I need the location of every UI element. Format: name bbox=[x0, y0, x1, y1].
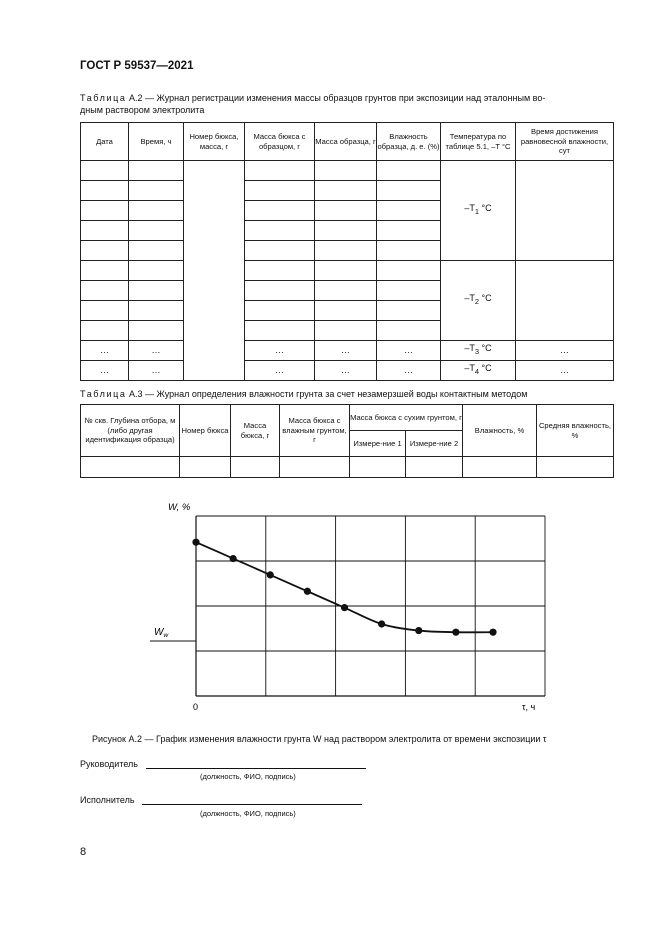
data-point bbox=[267, 571, 274, 578]
figure-caption: Рисунок А.2 — График изменения влажности грунта W над раствором электролита от времени экспозиции τ bbox=[92, 734, 547, 744]
data-point bbox=[192, 539, 199, 546]
head-hint: (должность, ФИО, подпись) bbox=[200, 772, 296, 781]
table-a2-label: Таблица bbox=[80, 93, 127, 103]
data-points bbox=[192, 539, 496, 636]
data-point bbox=[304, 588, 311, 595]
origin-label: 0 bbox=[193, 702, 199, 712]
temp-t4: $-T_4$ °C bbox=[441, 361, 516, 381]
head-signature-line bbox=[146, 768, 366, 769]
col-measurement-1: Измере-ние 1 bbox=[350, 431, 406, 457]
col-sample-moisture: Влажность образца, д. е. (%) bbox=[377, 123, 441, 161]
data-point bbox=[452, 629, 459, 636]
col-equilibrium-time: Время достижения равновесной влажности, сут bbox=[516, 123, 614, 161]
page-number: 8 bbox=[80, 846, 87, 858]
col-measurement-2: Измере-ние 2 bbox=[406, 431, 463, 457]
col-temperature: Температура по таблице 5.1, –T °C bbox=[441, 123, 516, 161]
exec-signature-line bbox=[142, 804, 362, 805]
col-average-moisture: Средняя влажность, % bbox=[537, 405, 614, 457]
table-a3-caption-text: А.3 — Журнал определения влажности грунта за счет незамерзшей воды контактным методом bbox=[126, 389, 528, 399]
temp-t2: $-T_2$ °C bbox=[441, 261, 516, 341]
table-a2-caption-line2: дным раствором электролита bbox=[80, 105, 205, 115]
data-point bbox=[489, 629, 496, 636]
head-label: Руководитель bbox=[80, 759, 138, 769]
col-box-wet-soil: Масса бюкса с влажным грунтом, г bbox=[280, 405, 350, 457]
x-axis-label: τ, ч bbox=[522, 702, 536, 712]
exec-label: Исполнитель bbox=[80, 795, 135, 805]
col-box-with-sample: Масса бюкса с образцом, г bbox=[245, 123, 315, 161]
table-a2-caption-text: А.2 — Журнал регистрации изменения массы образцов грунтов при экспозиции над эталонным во- bbox=[126, 93, 546, 103]
data-point bbox=[378, 620, 385, 627]
col-box-dry-soil: Масса бюкса с сухим грунтом, г bbox=[350, 405, 463, 431]
chart-grid bbox=[196, 516, 545, 696]
data-point bbox=[341, 604, 348, 611]
data-point bbox=[415, 627, 422, 634]
temp-t1: $-T_1$ °C bbox=[441, 161, 516, 261]
col-box-mass: Масса бюкса, г bbox=[231, 405, 280, 457]
col-box-number-mass: Номер бюкса, масса, г bbox=[184, 123, 245, 161]
col-date: Дата bbox=[81, 123, 129, 161]
col-sample-id: № скв. Глубина отбора, м (либо другая идентификация образца) bbox=[81, 405, 180, 457]
exec-hint: (должность, ФИО, подпись) bbox=[200, 809, 296, 818]
document-header: ГОСТ Р 59537—2021 bbox=[80, 60, 194, 72]
table-row: … … … … … $-T_3$ °C … bbox=[81, 341, 614, 361]
table-row: … … … … … $-T_4$ °C … bbox=[81, 361, 614, 381]
col-sample-mass: Масса образца, г bbox=[315, 123, 377, 161]
ww-label: $W_w$ bbox=[154, 627, 169, 639]
col-box-number: Номер бюкса bbox=[180, 405, 231, 457]
moisture-curve bbox=[196, 542, 493, 632]
temp-t3: $-T_3$ °C bbox=[441, 341, 516, 361]
col-time: Время, ч bbox=[129, 123, 184, 161]
y-axis-label: W, % bbox=[168, 502, 191, 513]
data-point bbox=[230, 555, 237, 562]
table-a3-label: Таблица bbox=[80, 389, 127, 399]
col-moisture: Влажность, % bbox=[463, 405, 537, 457]
